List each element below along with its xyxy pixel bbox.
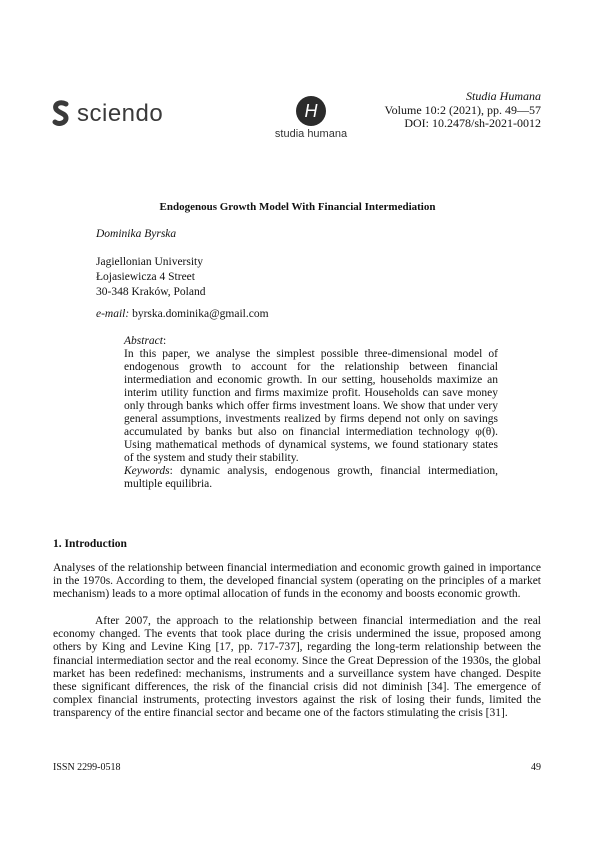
affiliation-line: 30-348 Kraków, Poland: [96, 286, 206, 298]
journal-logo-icon: H: [296, 96, 326, 126]
journal-name: Studia Humana: [466, 89, 541, 103]
affiliation: [96, 255, 205, 300]
section-heading: 1. Introduction: [53, 538, 127, 550]
issn: ISSN 2299-0518: [53, 762, 121, 773]
journal-info: [385, 90, 541, 131]
journal-logo-text: studia humana: [274, 128, 348, 140]
studia-humana-logo: [270, 96, 352, 145]
email-address[interactable]: byrska.dominika@gmail.com: [132, 308, 269, 320]
publisher-name: sciendo: [77, 100, 164, 127]
author-name: Dominika Byrska: [96, 228, 177, 240]
abstract: Abstract: In this paper, we analyse the simplest possible three-dimensional model of endogenous growth to account for the relationship between financial intermediation and economic growth. In our setting, households maximize an interim utility function and firms maximize profit. Households can save money only through banks which offer firms investment loans. We show that under very general assumptions, investments realized by firms depend not only on savings accumulated by banks but also on financial intermediation technology φ(θ). Using mathematical methods of dynamical systems, we found stationary states of the system and study their stability. Keywords: dynamic analysis, endogenous growth, financial intermediation, multiple equilibria.: [124, 335, 498, 490]
keywords-label: Keywords: [124, 465, 170, 477]
author-email: [96, 308, 269, 320]
sciendo-logo: [51, 100, 163, 128]
paragraph: After 2007, the approach to the relationship between financial intermediation and the real economy changed. The events that took place during the crisis undermined the issue, proposed among others by King and Levine King [17, pp. 717-737], regarding the long-term relationship between the financial intermediation sector and the real economy. Since the Great Depression of the 1930s, the global market has been redefined: mechanisms, instruments and a surveillance system have changed. Despite these significant differences, the risk of the financial crisis did not diminish [34]. The emergence of complex financial instruments, protecting investors against the risk of losing their funds, limited the transparency of the entire financial sector and became one of the factors stimulating the crisis [31].: [53, 615, 541, 720]
article-title: Endogenous Growth Model With Financial Intermediation: [159, 201, 436, 213]
abstract-label: Abstract: [124, 335, 163, 347]
journal-logo-tagline: [270, 140, 352, 145]
journal-doi: DOI: 10.2478/sh-2021-0012: [404, 116, 541, 130]
email-label: e-mail:: [96, 308, 130, 320]
keywords-text: dynamic analysis, endogenous growth, financial intermediation, multiple equilibria.: [124, 465, 498, 490]
sciendo-s-icon: [51, 100, 71, 128]
affiliation-line: Jagiellonian University: [96, 256, 203, 268]
abstract-text: In this paper, we analyse the simplest possible three-dimensional model of endogenous growth to account for the relationship between financial intermediation and economic growth. In our setting, households maximize an interim utility function and firms maximize profit. Households can save money only through banks which offer firms investment loans. We show that under very general assumptions, investments realized by firms depend not only on savings accumulated by banks but also on financial intermediation technology φ(θ). Using mathematical methods of dynamical systems, we found stationary states of the system and study their stability.: [124, 348, 498, 464]
affiliation-line: Łojasiewicza 4 Street: [96, 271, 195, 283]
journal-volume: Volume 10:2 (2021), pp. 49—57: [384, 102, 541, 117]
paragraph: Analyses of the relationship between financial intermediation and economic growth gained in importance in the 1970s. According to them, the developed financial system (operating on the principles of a market mechanism) leads to a more optimal allocation of funds in the economy and boosts economic growth.: [53, 562, 541, 601]
page-number: 49: [531, 762, 541, 773]
